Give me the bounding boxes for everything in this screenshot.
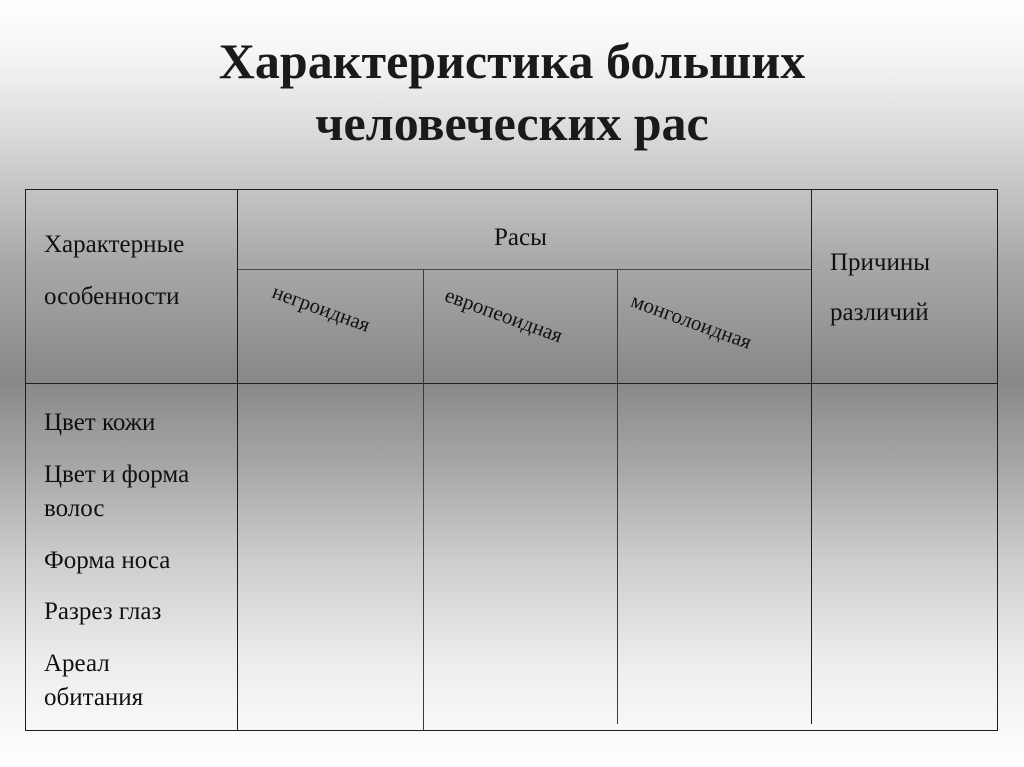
row-label-nose-shape: Форма носа bbox=[44, 547, 171, 574]
reasons-header bbox=[830, 247, 930, 329]
race-column-negroid: негроидная bbox=[269, 279, 374, 337]
table-border-left bbox=[25, 189, 26, 731]
races-header: Расы bbox=[494, 224, 547, 251]
reasons-header-line-1: Причины bbox=[830, 249, 931, 276]
row-label-eye-shape: Разрез глаз bbox=[44, 598, 162, 625]
features-header bbox=[44, 229, 184, 313]
column-divider-4 bbox=[811, 189, 812, 724]
title-line-2: человеческих рас bbox=[315, 95, 709, 151]
row-label-habitat bbox=[44, 647, 143, 715]
race-column-europeoid: европеоидная bbox=[441, 282, 566, 348]
column-divider-2 bbox=[423, 269, 424, 731]
table-border-bottom bbox=[25, 730, 998, 731]
row-label-habitat-line-2: обитания bbox=[44, 684, 144, 711]
features-header-line-2: особенности bbox=[44, 283, 180, 310]
row-label-hair bbox=[44, 458, 189, 526]
features-header-line-1: Характерные bbox=[44, 231, 185, 258]
races-subheader-divider bbox=[237, 269, 812, 270]
row-label-habitat-line-1: Ареал bbox=[44, 650, 110, 677]
title-line-1: Характеристика больших bbox=[218, 33, 806, 89]
header-bottom-divider bbox=[25, 383, 998, 384]
row-label-skin-color: Цвет кожи bbox=[44, 409, 156, 436]
race-column-mongoloid: монголоидная bbox=[627, 288, 755, 354]
page-title bbox=[0, 30, 1024, 154]
row-label-hair-line-1: Цвет и форма bbox=[44, 461, 190, 488]
column-divider-1 bbox=[237, 189, 238, 731]
reasons-header-line-2: различий bbox=[830, 299, 929, 326]
column-divider-3 bbox=[617, 269, 618, 724]
row-label-hair-line-2: волос bbox=[44, 495, 105, 522]
table-border-right bbox=[997, 189, 998, 731]
table-border-top bbox=[25, 189, 998, 190]
